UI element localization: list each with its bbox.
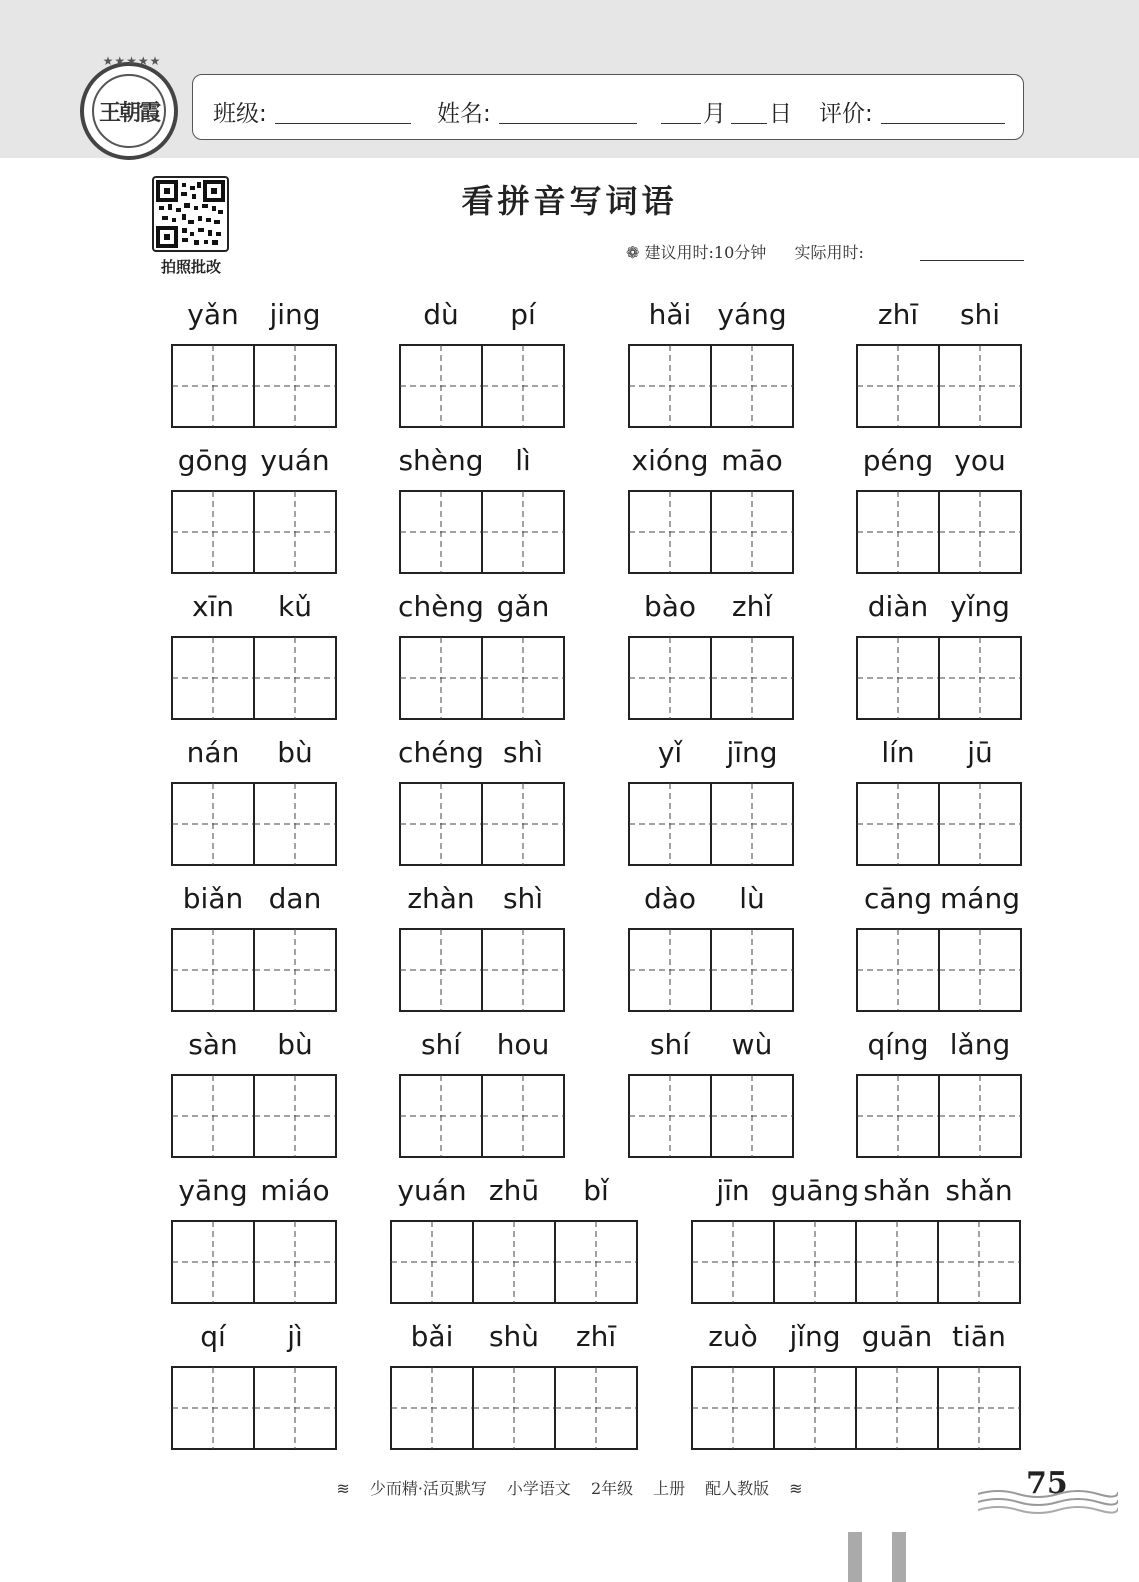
pinyin-syllable: bǐ (583, 1174, 609, 1207)
pinyin-syllable: jīn (716, 1174, 750, 1207)
pinyin-syllable: zhī (575, 1320, 617, 1353)
pinyin-syllable: wù (731, 1028, 773, 1061)
waves-decoration (978, 1486, 1118, 1526)
volume: 上册 (653, 1479, 686, 1498)
pinyin-syllable: yáng (717, 298, 787, 331)
pinyin-syllable: lì (515, 444, 531, 477)
student-info-box (192, 74, 1024, 140)
pinyin-syllable: qíng (867, 1028, 929, 1061)
writing-grid[interactable] (628, 1074, 794, 1158)
page-title: 看拼音写词语 (461, 182, 678, 220)
writing-grid[interactable] (171, 490, 337, 574)
wave-icon: ≋ (336, 1479, 350, 1498)
pinyin-syllable: miáo (260, 1174, 330, 1207)
pinyin-syllable: dù (423, 298, 459, 331)
pinyin-syllable: shì (502, 736, 544, 769)
writing-grid[interactable] (628, 928, 794, 1012)
pinyin-syllable: gǎn (496, 590, 550, 623)
writing-grid[interactable] (856, 344, 1022, 428)
writing-grid[interactable] (628, 782, 794, 866)
pinyin-syllable: diàn (867, 590, 929, 623)
qr-caption: 拍照批改 (160, 258, 221, 276)
grade: 2年级 (590, 1479, 634, 1498)
pinyin-syllable: bù (277, 736, 313, 769)
writing-grid[interactable] (691, 1220, 1021, 1304)
pinyin-syllable: yuán (397, 1174, 467, 1207)
writing-grid[interactable] (691, 1366, 1021, 1450)
pinyin-syllable: shí (420, 1028, 462, 1061)
month-label: 月 (703, 101, 726, 127)
pinyin-syllable: jǐng (789, 1320, 841, 1353)
writing-grid[interactable] (399, 782, 565, 866)
pinyin-syllable: yuán (260, 444, 330, 477)
writing-grid[interactable] (171, 782, 337, 866)
writing-grid[interactable] (399, 928, 565, 1012)
timing-info (626, 240, 864, 263)
writing-grid[interactable] (399, 636, 565, 720)
pinyin-syllable: yāng (178, 1174, 248, 1207)
pinyin-syllable: zhàn (407, 882, 475, 915)
subject: 小学语文 (506, 1479, 571, 1498)
pinyin-syllable: yǐng (950, 590, 1010, 623)
pinyin-syllable: zuò (708, 1320, 758, 1353)
wave-icon: ≋ (789, 1479, 803, 1498)
pinyin-syllable: kǔ (278, 590, 312, 623)
pinyin-syllable: biǎn (182, 882, 244, 915)
pinyin-syllable: shì (502, 882, 544, 915)
pinyin-syllable: tiān (952, 1320, 1006, 1353)
pinyin-syllable: lù (739, 882, 765, 915)
evaluation-field[interactable] (881, 123, 1005, 124)
evaluation-label: 评价: (819, 101, 873, 127)
writing-grid[interactable] (628, 344, 794, 428)
name-label: 姓名: (437, 101, 491, 127)
pinyin-syllable: bào (643, 590, 697, 623)
writing-grid[interactable] (171, 344, 337, 428)
page-tab (848, 1532, 862, 1582)
pinyin-syllable: dào (643, 882, 697, 915)
pinyin-syllable: nán (186, 736, 240, 769)
actual-time-label: 实际用时: (794, 243, 864, 262)
footer-info (0, 1476, 1139, 1499)
pinyin-syllable: yǐ (657, 736, 683, 769)
page-tab (892, 1532, 906, 1582)
pinyin-syllable: yǎn (187, 298, 239, 331)
writing-grid[interactable] (171, 636, 337, 720)
pinyin-syllable: zhī (877, 298, 919, 331)
pinyin-syllable: lǎng (949, 1028, 1011, 1061)
pinyin-syllable: jing (269, 298, 321, 331)
writing-grid[interactable] (171, 1220, 337, 1304)
pinyin-syllable: you (954, 444, 1006, 477)
name-field[interactable] (499, 123, 637, 124)
suggested-time: 建议用时:10分钟 (644, 243, 767, 262)
writing-grid[interactable] (628, 636, 794, 720)
pinyin-syllable: shí (649, 1028, 691, 1061)
pinyin-syllable: máng (940, 882, 1020, 915)
pinyin-syllable: hou (496, 1028, 550, 1061)
pinyin-syllable: qí (200, 1320, 226, 1353)
pinyin-syllable: jì (287, 1320, 303, 1353)
day-field[interactable] (731, 123, 767, 124)
day-label: 日 (769, 101, 792, 127)
pinyin-syllable: lín (881, 736, 915, 769)
series-name: 少而精·活页默写 (369, 1479, 487, 1498)
pinyin-syllable: chèng (398, 590, 484, 623)
writing-grid[interactable] (856, 928, 1022, 1012)
writing-grid[interactable] (628, 490, 794, 574)
stars-decoration: ★★★★★ (102, 54, 162, 68)
writing-grid[interactable] (171, 1366, 337, 1450)
writing-grid[interactable] (399, 490, 565, 574)
writing-grid[interactable] (399, 1074, 565, 1158)
flower-icon: ❁ (626, 243, 640, 262)
pinyin-syllable: bǎi (410, 1320, 454, 1353)
writing-grid[interactable] (171, 1074, 337, 1158)
pinyin-syllable: sàn (188, 1028, 238, 1061)
pinyin-syllable: jīng (726, 736, 778, 769)
writing-grid[interactable] (856, 1074, 1022, 1158)
brand-logo (80, 54, 178, 160)
pinyin-syllable: shǎn (863, 1174, 931, 1207)
pinyin-syllable: zhǐ (731, 590, 773, 623)
pinyin-syllable: cāng (863, 882, 933, 915)
writing-grid[interactable] (399, 344, 565, 428)
class-label: 班级: (213, 101, 267, 127)
pinyin-syllable: jū (967, 736, 993, 769)
pinyin-syllable: guān (861, 1320, 933, 1353)
header-band (0, 0, 1139, 158)
writing-grid[interactable] (856, 782, 1022, 866)
writing-grid[interactable] (390, 1366, 638, 1450)
logo-text: 王朝霞 (92, 74, 166, 148)
writing-grid[interactable] (856, 636, 1022, 720)
edition: 配人教版 (705, 1479, 770, 1498)
pinyin-syllable: hǎi (648, 298, 692, 331)
pinyin-syllable: guāng (770, 1174, 860, 1207)
actual-time-field[interactable] (920, 260, 1024, 261)
pinyin-syllable: zhū (488, 1174, 540, 1207)
pinyin-syllable: māo (721, 444, 783, 477)
pinyin-syllable: dan (268, 882, 322, 915)
pinyin-syllable: xióng (631, 444, 709, 477)
class-field[interactable] (275, 123, 411, 124)
pinyin-syllable: bù (277, 1028, 313, 1061)
page-number: 75 (1026, 1466, 1068, 1501)
pinyin-syllable: xīn (191, 590, 235, 623)
pinyin-syllable: chéng (398, 736, 484, 769)
month-field[interactable] (661, 123, 701, 124)
writing-grid[interactable] (171, 928, 337, 1012)
writing-grid[interactable] (856, 490, 1022, 574)
pinyin-syllable: pí (510, 298, 536, 331)
pinyin-syllable: gōng (177, 444, 249, 477)
pinyin-syllable: shù (488, 1320, 540, 1353)
pinyin-syllable: shèng (398, 444, 484, 477)
pinyin-syllable: péng (862, 444, 934, 477)
pinyin-syllable: shǎn (945, 1174, 1013, 1207)
writing-grid[interactable] (390, 1220, 638, 1304)
pinyin-syllable: shi (959, 298, 1001, 331)
